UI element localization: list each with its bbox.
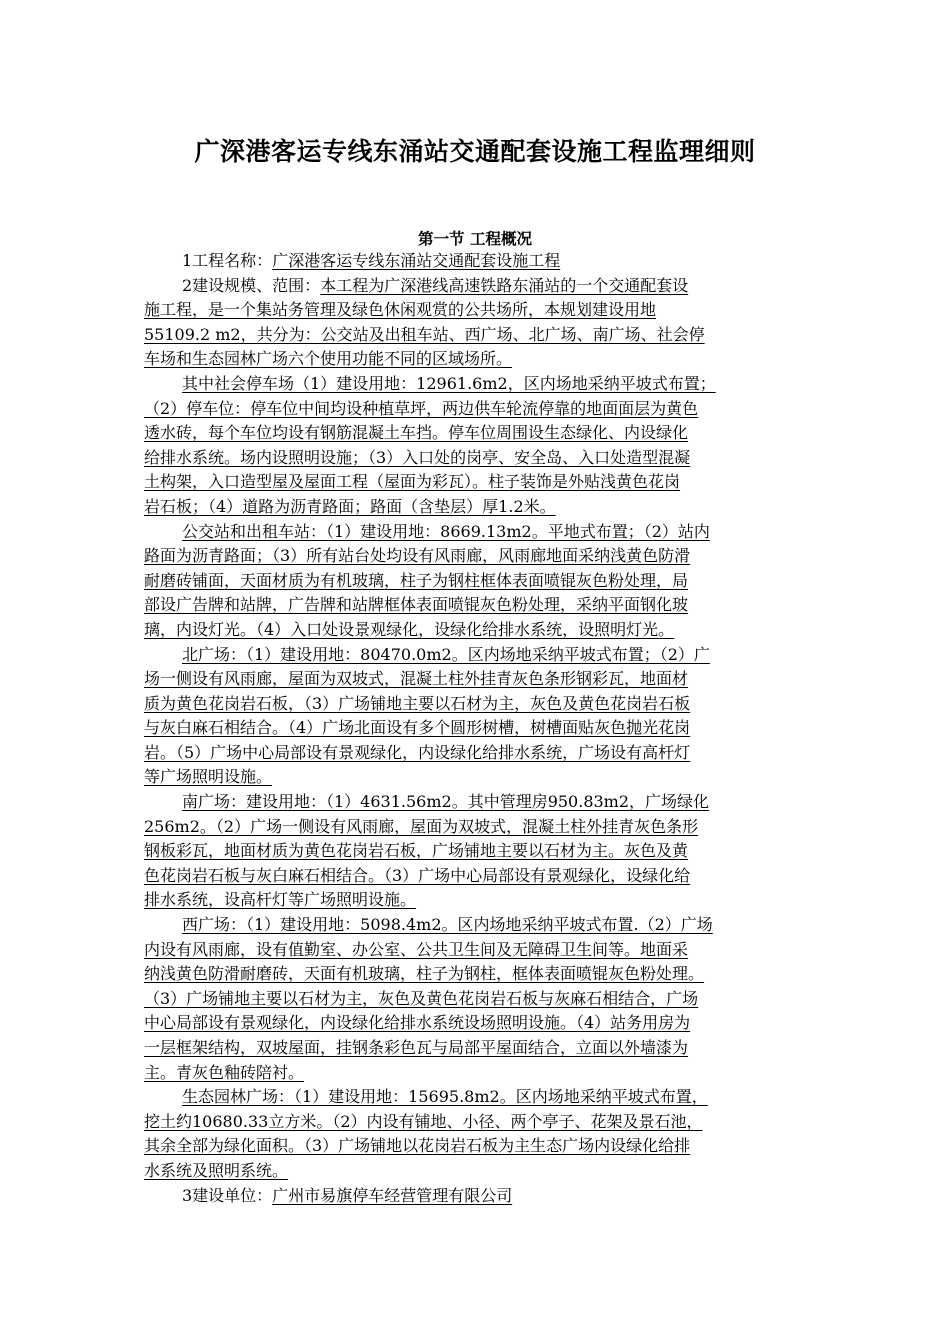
item-label: 3建设单位： — [182, 1185, 273, 1205]
text-line — [144, 864, 806, 889]
text-line — [144, 839, 806, 864]
text-line — [144, 1159, 806, 1184]
underlined-text: 纳浅黄色防滑耐磨砖，天面有机玻璃，柱子为钢柱，框体表面喷锟灰色粉处理。 — [144, 964, 705, 984]
underlined-text: 55109.2 m2，共分为：公交站及出租车站、西广场、北广场、南广场、社会停 — [144, 324, 705, 344]
text-line — [144, 1110, 806, 1135]
underlined-text: 岩。（5）广场中心局部设有景观绿化，内设绿化给排水系统，广场设有高杆灯 — [144, 742, 691, 762]
text-line — [144, 815, 806, 840]
underlined-text: 北广场：（1）建设用地：80470.0m2。区内场地采纳平坡式布置；（2）广 — [182, 644, 710, 664]
underlined-text: 中心局部设有景观绿化，内设绿化给排水系统设场照明设施。（4）站务用房为 — [144, 1013, 691, 1033]
underlined-text: 色花岗岩石板与灰白麻石相结合。（3）广场中心局部设有景观绿化，设绿化给 — [144, 865, 691, 885]
underlined-text: 耐磨砖铺面，天面材质为有机玻璃，柱子为钢柱框体表面喷锟灰色粉处理，局 — [144, 570, 689, 590]
item-label: 1工程名称： — [182, 251, 273, 270]
text-line — [144, 298, 806, 323]
text-line — [144, 520, 806, 545]
paragraph-lines — [144, 274, 806, 1209]
underlined-text: 其中社会停车场（1）建设用地：12961.6m2，区内场地采纳平坡式布置； — [182, 373, 716, 393]
document-body — [144, 249, 806, 1208]
underlined-text: 南广场：建设用地：（1）4631.56m2。其中管理房950.83m2，广场绿化 — [182, 792, 710, 812]
text-line — [144, 1061, 806, 1086]
underlined-text: 质为黄色花岗岩石板，（3）广场铺地主要以石材为主，灰色及黄色花岗岩石板 — [144, 693, 691, 713]
underlined-text: 西广场：（1）建设用地：5098.4m2。区内场地采纳平坡式布置.（2）广场 — [182, 915, 713, 935]
text-line — [144, 397, 806, 422]
text-line — [144, 765, 806, 790]
underlined-text: 广州市易旗停车经营管理有限公司 — [272, 1185, 513, 1205]
text-line — [144, 347, 806, 372]
underlined-text: 场一侧设有风雨廊，屋面为双坡式，混凝土柱外挂青灰色条形钢彩瓦，地面材 — [144, 669, 689, 689]
underlined-text: 挖土约10680.33立方米。（2）内设有铺地、小径、两个亭子、花架及景石池， — [144, 1111, 703, 1131]
text-line — [144, 421, 806, 446]
text-line — [144, 716, 806, 741]
underlined-text: （3）广场铺地主要以石材为主，灰色及黄色花岗岩石板与灰麻石相结合，广场 — [144, 988, 699, 1008]
text-line — [144, 274, 806, 299]
text-line — [144, 643, 806, 668]
text-line — [144, 618, 806, 643]
text-line — [144, 593, 806, 618]
text-line — [144, 987, 806, 1012]
underlined-text: 与灰白麻石相结合。（4）广场北面设有多个圆形树槽，树槽面贴灰色抛光花岗 — [144, 718, 691, 738]
underlined-text: 给排水系统。场内设照明设施；（3）入口处的岗亭、安全岛、入口处造型混凝 — [144, 447, 691, 467]
text-line — [144, 1011, 806, 1036]
text-line — [144, 790, 806, 815]
underlined-text: 透水砖，每个车位均设有钢筋混凝土车挡。停车位周围设生态绿化、内设绿化 — [144, 423, 689, 443]
text-line — [144, 741, 806, 766]
underlined-text: 本工程为广深港线高速铁路东涌站的一个交通配套设 — [320, 275, 689, 295]
underlined-text: 公交站和出租车站：（1）建设用地：8669.13m2。平地式布置；（2）站内 — [182, 521, 710, 541]
text-line — [144, 888, 806, 913]
text-line — [144, 1184, 806, 1209]
underlined-text: 土构架，入口造型屋及屋面工程（屋面为彩瓦）。柱子装饰是外贴浅黄色花岗 — [144, 472, 681, 492]
underlined-text: 部设广告牌和站牌，广告牌和站牌框体表面喷锟灰色粉处理，采纳平面钢化玻 — [144, 595, 689, 615]
section-heading: 第一节 工程概况 — [418, 230, 532, 248]
text-line — [144, 569, 806, 594]
underlined-text: 主。青灰色釉砖陪衬。 — [144, 1062, 305, 1082]
text-line — [144, 495, 806, 520]
underlined-text: （2）停车位：停车位中间均设种植草坪，两边供车轮流停靠的地面面层为黄色 — [144, 398, 699, 418]
text-line — [144, 962, 806, 987]
underlined-text: 路面为沥青路面；（3）所有站台处均设有风雨廊，风雨廊地面采纳浅黄色防滑 — [144, 546, 691, 566]
item-label: 2建设规模、范围： — [182, 275, 321, 295]
text-line — [144, 913, 806, 938]
document-title: 广深港客运专线东涌站交通配套设施工程监理细则 — [194, 137, 756, 166]
underlined-text: 内设有风雨廊，设有值勤室、办公室、公共卫生间及无障碍卫生间等。地面采 — [144, 939, 689, 959]
underlined-text: 其余全部为绿化面积。（3）广场铺地以花岗岩石板为主生态广场内设绿化给排 — [144, 1136, 691, 1156]
underlined-text: 施工程，是一个集站务管理及绿色休闲观赏的公共场所，本规划建设用地 — [144, 300, 657, 320]
text-line — [144, 667, 806, 692]
text-line — [144, 1134, 806, 1159]
text-line — [144, 544, 806, 569]
underlined-text: 256m2。（2）广场一侧设有风雨廊，屋面为双坡式，混凝土柱外挂青灰色条形 — [144, 816, 699, 836]
text-line — [144, 446, 806, 471]
underlined-text: 钢板彩瓦，地面材质为黄色花岗岩石板，广场铺地主要以石材为主。灰色及黄 — [144, 841, 689, 861]
text-line — [144, 470, 806, 495]
underlined-text: 岩石板；（4）道路为沥青路面；路面（含垫层）厚1.2米。 — [144, 496, 556, 516]
underlined-text: 璃，内设灯光。（4）入口处设景观绿化，设绿化给排水系统，设照明灯光。 — [144, 619, 675, 639]
text-line — [144, 692, 806, 717]
text-line — [144, 323, 806, 348]
item-project-name — [144, 249, 806, 274]
underlined-text: 等广场照明设施。 — [144, 767, 273, 787]
underlined-text: 生态园林广场：（1）建设用地：15695.8m2。区内场地采纳平坡式布置， — [182, 1087, 708, 1107]
underlined-text: 一层框架结构，双坡屋面，挂钢条彩色瓦与局部平屋面结合，立面以外墙漆为 — [144, 1038, 689, 1057]
text-line — [144, 1036, 806, 1061]
underlined-text: 水系统及照明系统。 — [144, 1160, 289, 1180]
text-line — [144, 938, 806, 963]
underlined-text: 排水系统，设高杆灯等广场照明设施。 — [144, 890, 417, 910]
text-line — [144, 1085, 806, 1110]
text-line — [144, 372, 806, 397]
underlined-text: 车场和生态园林广场六个使用功能不同的区域场所。 — [144, 349, 513, 369]
item-value: 广深港客运专线东涌站交通配套设施工程 — [272, 251, 561, 270]
